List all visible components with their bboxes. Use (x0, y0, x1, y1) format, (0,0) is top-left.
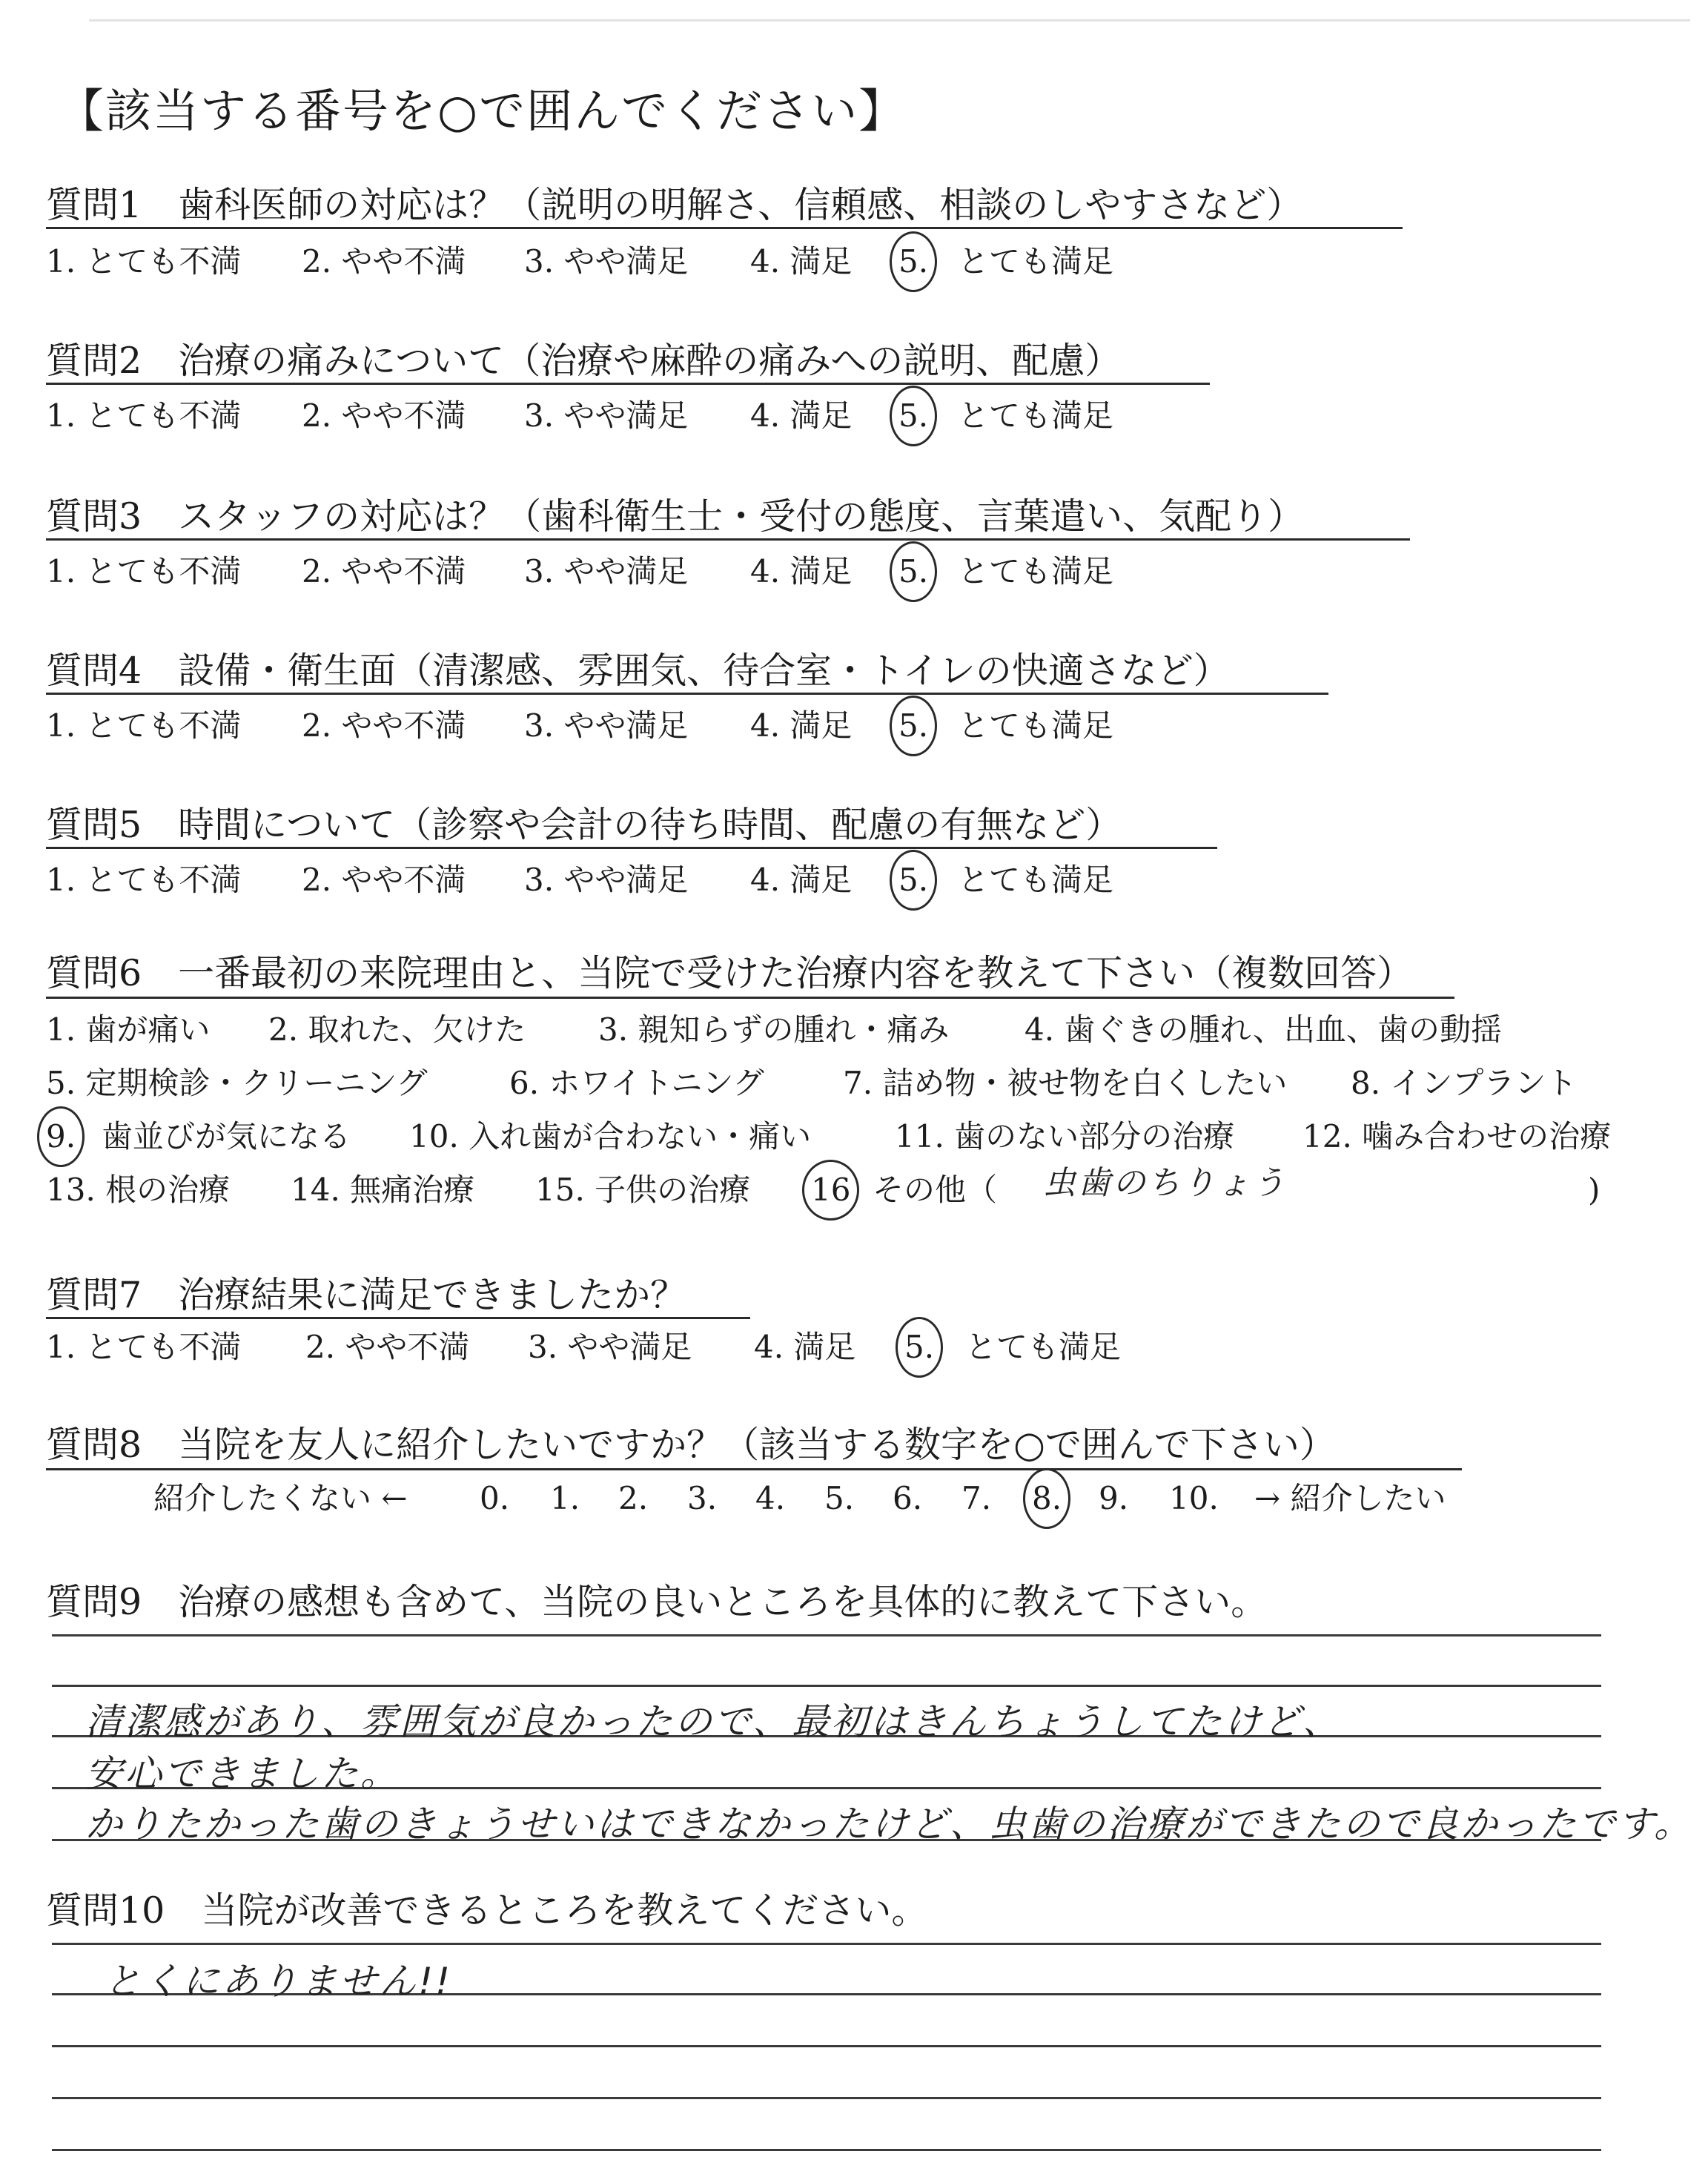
answer-line (52, 1943, 1601, 1945)
scale-left-label: 紹介したくない ← (153, 1480, 408, 1516)
option-1[interactable]: 1. とても不満 (46, 862, 242, 898)
option-5-circled[interactable]: 5. (898, 397, 929, 434)
question-3-options (46, 553, 1529, 593)
reason-option-13[interactable]: 13. 根の治療 (46, 1172, 231, 1208)
question-6-title: 質問6 一番最初の来院理由と、当院で受けた治療内容を教えて下さい（複数回答） (46, 952, 1414, 994)
question-10-title: 質問10 当院が改善できるところを教えてください。 (46, 1889, 928, 1932)
option-5-circled[interactable]: 5. (904, 1329, 935, 1365)
option-3[interactable]: 3. やや満足 (524, 862, 689, 898)
reason-option-14[interactable]: 14. 無痛治療 (291, 1172, 475, 1208)
other-reason-handwritten[interactable]: 虫歯のちりょう (1043, 1164, 1287, 1202)
reason-option-6[interactable]: 6. ホワイトニング (509, 1065, 764, 1101)
scale-5[interactable]: 5. (824, 1480, 855, 1516)
question-6-options-row-3 (46, 1118, 1662, 1158)
q10-answer-line-1[interactable]: とくにありません!! (104, 1960, 453, 2003)
reason-option-16-label: その他（ (873, 1172, 998, 1208)
option-5-label: とても満足 (958, 862, 1114, 898)
q9-answer-line-2[interactable]: 安心できました。 (85, 1752, 400, 1795)
question-2-underline (46, 383, 1210, 385)
instruction-header: 【該当する番号を○で囲んでください】 (58, 84, 907, 138)
question-1-title: 質問1 歯科医師の対応は？（説明の明解さ、信頼感、相談のしやすさなど） (46, 184, 1303, 226)
option-3[interactable]: 3. やや満足 (524, 243, 689, 280)
q9-answer-line-1[interactable]: 清潔感があり、雰囲気が良かったので、最初はきんちょうしてたけど、 (85, 1700, 1342, 1743)
option-2[interactable]: 2. やや不満 (302, 397, 466, 434)
q9-answer-line-3[interactable]: かりたかった歯のきょうせいはできなかったけど、虫歯の治療ができたので良かったです。 (85, 1803, 1693, 1846)
question-8-underline (46, 1468, 1462, 1470)
option-1[interactable]: 1. とても不満 (46, 243, 242, 280)
reason-option-5[interactable]: 5. 定期検診・クリーニング (46, 1065, 428, 1101)
question-8-title: 質問8 当院を友人に紹介したいですか？（該当する数字を○で囲んで下さい） (46, 1424, 1336, 1466)
question-7-title: 質問7 治療結果に満足できましたか？ (46, 1274, 687, 1316)
option-2[interactable]: 2. やや不満 (305, 1329, 470, 1365)
scan-top-edge (89, 19, 1690, 22)
reason-option-1[interactable]: 1. 歯が痛い (46, 1011, 211, 1048)
option-5-label: とても満足 (958, 707, 1114, 744)
reason-option-9-circled[interactable]: 9. (46, 1118, 76, 1155)
answer-line (52, 1634, 1601, 1636)
option-4[interactable]: 4. 満足 (750, 397, 853, 434)
scale-9[interactable]: 9. (1099, 1480, 1129, 1516)
question-2-title: 質問2 治療の痛みについて（治療や麻酔の痛みへの説明、配慮） (46, 340, 1122, 382)
question-3-title: 質問3 スタッフの対応は？（歯科衛生士・受付の態度、言葉遣い、気配り） (46, 495, 1305, 538)
reason-option-11[interactable]: 11. 歯のない部分の治療 (895, 1118, 1235, 1155)
question-6-underline (46, 997, 1454, 999)
question-5-options (46, 862, 1529, 902)
option-4[interactable]: 4. 満足 (750, 862, 853, 898)
question-6-options-row-1 (46, 1011, 1662, 1051)
scale-2[interactable]: 2. (618, 1480, 649, 1516)
option-1[interactable]: 1. とても不満 (46, 397, 242, 434)
question-5-underline (46, 847, 1217, 849)
scale-0[interactable]: 0. (480, 1480, 510, 1516)
option-3[interactable]: 3. やや満足 (524, 707, 689, 744)
scale-4[interactable]: 4. (755, 1480, 786, 1516)
reason-option-7[interactable]: 7. 詰め物・被せ物を白くしたい (843, 1065, 1288, 1101)
option-1[interactable]: 1. とても不満 (46, 553, 242, 589)
reason-option-12[interactable]: 12. 噛み合わせの治療 (1302, 1118, 1612, 1155)
other-close-paren: ) (1588, 1172, 1601, 1208)
question-4-underline (46, 693, 1328, 695)
scale-6[interactable]: 6. (893, 1480, 923, 1516)
option-5-circled[interactable]: 5. (898, 553, 929, 589)
option-2[interactable]: 2. やや不満 (302, 862, 466, 898)
option-1[interactable]: 1. とても不満 (46, 1329, 242, 1365)
option-1[interactable]: 1. とても不満 (46, 707, 242, 744)
option-4[interactable]: 4. 満足 (750, 243, 853, 280)
option-5-circled[interactable]: 5. (898, 862, 929, 898)
option-2[interactable]: 2. やや不満 (302, 707, 466, 744)
question-4-title: 質問4 設備・衛生面（清潔感、雰囲気、待合室・トイレの快適さなど） (46, 650, 1230, 692)
scale-7[interactable]: 7. (961, 1480, 992, 1516)
option-3[interactable]: 3. やや満足 (528, 1329, 692, 1365)
option-3[interactable]: 3. やや満足 (524, 397, 689, 434)
question-1-underline (46, 227, 1403, 229)
option-2[interactable]: 2. やや不満 (302, 243, 466, 280)
answer-line (52, 2045, 1601, 2047)
question-7-options (46, 1329, 1529, 1369)
option-5-label: とても満足 (958, 243, 1114, 280)
answer-line (52, 2097, 1601, 2099)
scale-3[interactable]: 3. (687, 1480, 718, 1516)
question-1-options (46, 243, 1529, 283)
option-5-circled[interactable]: 5. (898, 707, 929, 744)
question-6-options-row-2 (46, 1065, 1662, 1105)
scale-8-circled[interactable]: 8. (1032, 1480, 1062, 1516)
reason-option-10[interactable]: 10. 入れ歯が合わない・痛い (409, 1118, 812, 1155)
question-5-title: 質問5 時間について（診察や会計の待ち時間、配慮の有無など） (46, 804, 1122, 846)
option-3[interactable]: 3. やや満足 (524, 553, 689, 589)
reason-option-2[interactable]: 2. 取れた、欠けた (268, 1011, 526, 1048)
question-7-underline (46, 1317, 750, 1319)
scale-right-label: → 紹介したい (1254, 1480, 1446, 1516)
question-4-options (46, 707, 1529, 747)
question-2-options (46, 397, 1529, 437)
reason-option-4[interactable]: 4. 歯ぐきの腫れ、出血、歯の動揺 (1025, 1011, 1502, 1048)
option-4[interactable]: 4. 満足 (754, 1329, 856, 1365)
option-5-label: とても満足 (958, 397, 1114, 434)
option-5-label: とても満足 (965, 1329, 1122, 1365)
scale-10[interactable]: 10. (1169, 1480, 1219, 1516)
option-2[interactable]: 2. やや不満 (302, 553, 466, 589)
question-9-title: 質問9 治療の感想も含めて、当院の良いところを具体的に教えて下さい。 (46, 1581, 1268, 1623)
answer-line (52, 1685, 1601, 1687)
answer-line (52, 2149, 1601, 2151)
option-5-label: とても満足 (958, 553, 1114, 589)
option-5-circled[interactable]: 5. (898, 243, 929, 280)
reason-option-3[interactable]: 3. 親知らずの腫れ・痛み (598, 1011, 950, 1048)
reason-option-15[interactable]: 15. 子供の治療 (535, 1172, 751, 1208)
question-8-scale (46, 1480, 1603, 1520)
scale-1[interactable]: 1. (550, 1480, 580, 1516)
option-4[interactable]: 4. 満足 (750, 553, 853, 589)
reason-option-16-circled[interactable]: 16 (811, 1172, 851, 1208)
option-4[interactable]: 4. 満足 (750, 707, 853, 744)
question-6-options-row-4 (46, 1164, 1662, 1212)
reason-option-8[interactable]: 8. インプラント (1351, 1065, 1578, 1101)
question-3-underline (46, 538, 1410, 541)
reason-option-9-label: 歯並びが気になる (102, 1118, 351, 1155)
